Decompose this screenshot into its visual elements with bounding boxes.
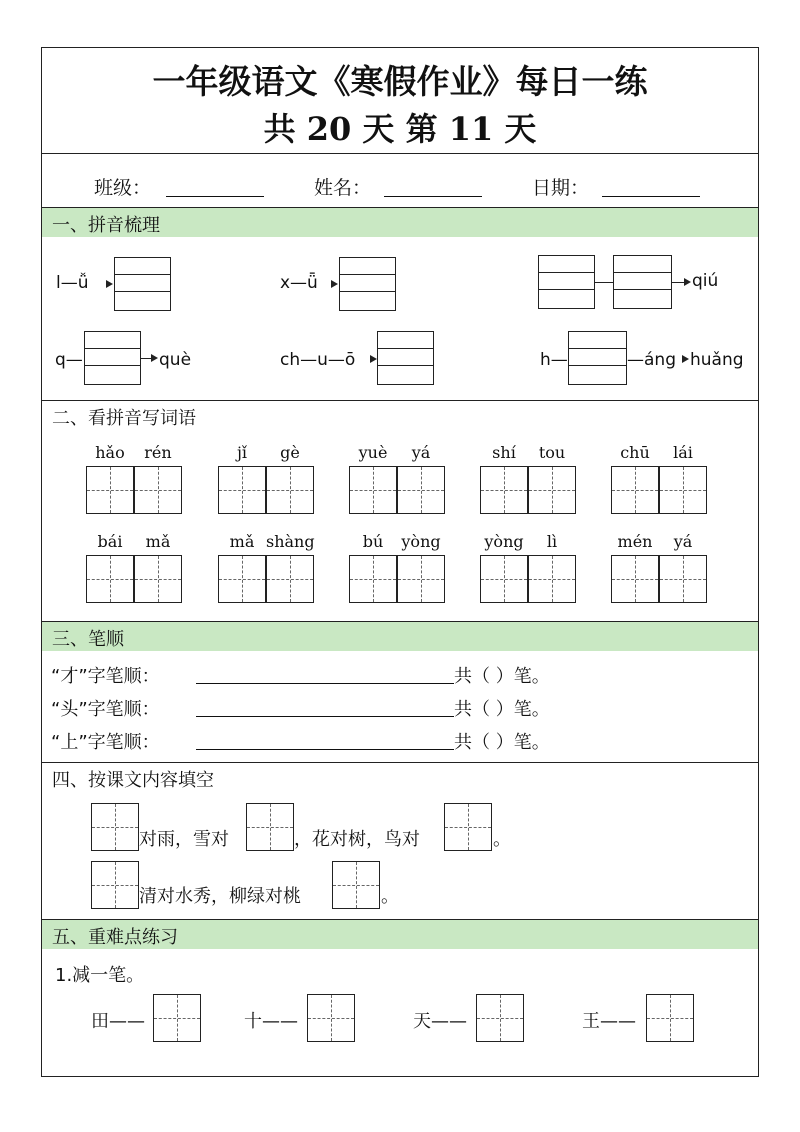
tianzige-box[interactable]: [91, 861, 139, 909]
pinyin-word: [349, 443, 445, 463]
tianzige-box[interactable]: [307, 994, 355, 1042]
section-header-key-points: [42, 920, 758, 949]
stroke-count: 共（ ）笔。: [454, 699, 550, 720]
tianzige-box[interactable]: [397, 555, 445, 603]
tianzige-box[interactable]: [266, 466, 314, 514]
tianzige-box[interactable]: [153, 994, 201, 1042]
section-title: 二、看拼音写词语: [52, 408, 196, 429]
tianzige-box[interactable]: [86, 555, 134, 603]
arrow-icon: [106, 280, 113, 288]
pinyin-syllable: rén: [144, 443, 172, 462]
pinyin-syllable: tou: [538, 443, 566, 462]
worksheet-title: 一年级语文《寒假作业》每日一练: [152, 62, 648, 101]
tianzige-box[interactable]: [480, 555, 528, 603]
stroke-count: 共（ ）笔。: [454, 732, 550, 753]
arrow-icon: [370, 355, 377, 363]
tianzige-box[interactable]: [476, 994, 524, 1042]
section-title: 一、拼音梳理: [52, 215, 160, 236]
section-title: 三、笔顺: [52, 629, 124, 650]
pinyin-word: [86, 532, 182, 552]
pinyin-answer-box[interactable]: [339, 257, 396, 311]
pinyin-syllable: yuè: [358, 443, 388, 462]
tianzige-box[interactable]: [91, 803, 139, 851]
stroke-answer-line[interactable]: [196, 716, 454, 717]
tianzige-box[interactable]: [528, 555, 576, 603]
section-header-write-words: [42, 401, 758, 430]
pinyin-word: [611, 443, 707, 463]
pinyin-answer-box[interactable]: [114, 257, 171, 311]
tianzige-box[interactable]: [659, 555, 707, 603]
pinyin-prompt: x—ǖ: [280, 273, 318, 293]
base-char: 王——: [582, 1011, 636, 1032]
tianzige-box[interactable]: [86, 466, 134, 514]
pinyin-syllable: lái: [673, 443, 693, 462]
tianzige-box[interactable]: [480, 466, 528, 514]
pinyin-answer-box[interactable]: [377, 331, 434, 385]
pinyin-syllable: shí: [492, 443, 516, 462]
section-header-stroke-order: [42, 622, 758, 651]
pinyin-prompt: q—: [55, 350, 83, 370]
pinyin-syllable: gè: [280, 443, 300, 462]
base-char: 十——: [244, 1011, 298, 1032]
tianzige-box[interactable]: [397, 466, 445, 514]
stroke-answer-line[interactable]: [196, 749, 454, 750]
pinyin-syllable: bú: [362, 532, 384, 551]
pinyin-answer-box[interactable]: [538, 255, 595, 309]
worksheet: [41, 47, 759, 1077]
arrow-icon: [151, 354, 158, 362]
pinyin-prompt: què: [159, 350, 192, 370]
fill-text: ，花对树，鸟对: [294, 829, 420, 850]
pinyin-prompt: h—: [540, 350, 568, 370]
pinyin-syllable: chū: [620, 443, 650, 462]
pinyin-word: [480, 532, 576, 552]
pinyin-syllable: mǎ: [229, 532, 255, 551]
pinyin-prompt: huǎng: [690, 350, 744, 370]
connector-line: [595, 282, 613, 283]
class-label: 班级：: [94, 177, 152, 199]
pinyin-word: [349, 532, 445, 552]
divider: [42, 153, 758, 154]
base-char: 田——: [91, 1011, 145, 1032]
pinyin-syllable: lì: [546, 532, 558, 551]
name-label: 姓名：: [314, 177, 372, 199]
fill-text: 。: [381, 886, 399, 907]
pinyin-word: [611, 532, 707, 552]
pinyin-word: [480, 443, 576, 463]
tianzige-box[interactable]: [134, 466, 182, 514]
tianzige-box[interactable]: [659, 466, 707, 514]
arrow-icon: [331, 280, 338, 288]
section-header-pinyin-review: [42, 208, 758, 237]
name-field[interactable]: [384, 196, 482, 197]
stroke-label: “头”字笔顺：: [51, 699, 160, 720]
class-field[interactable]: [166, 196, 264, 197]
tianzige-box[interactable]: [332, 861, 380, 909]
pinyin-word: [218, 443, 314, 463]
tianzige-box[interactable]: [528, 466, 576, 514]
pinyin-prompt: qiú: [692, 271, 719, 291]
pinyin-syllable: bái: [97, 532, 123, 551]
worksheet-subtitle: 共 20 天 第 11 天: [263, 110, 537, 148]
stroke-answer-line[interactable]: [196, 683, 454, 684]
pinyin-answer-box[interactable]: [568, 331, 627, 385]
fill-text: 对雨，雪对: [139, 829, 229, 850]
tianzige-box[interactable]: [134, 555, 182, 603]
pinyin-answer-box[interactable]: [613, 255, 672, 309]
pinyin-word: [218, 532, 314, 552]
section-title: 四、按课文内容填空: [52, 770, 214, 791]
pinyin-syllable: mǎ: [145, 532, 171, 551]
fill-text: 清对水秀，柳绿对桃: [139, 886, 301, 907]
date-field[interactable]: [602, 196, 700, 197]
pinyin-answer-box[interactable]: [84, 331, 141, 385]
pinyin-syllable: yòng: [484, 532, 524, 551]
tianzige-box[interactable]: [611, 466, 659, 514]
tianzige-box[interactable]: [218, 555, 266, 603]
section-title: 五、重难点练习: [52, 927, 178, 948]
arrow-icon: [684, 278, 691, 286]
stroke-count: 共（ ）笔。: [454, 666, 550, 687]
tianzige-box[interactable]: [444, 803, 492, 851]
pinyin-syllable: shàng: [266, 532, 315, 551]
tianzige-box[interactable]: [646, 994, 694, 1042]
pinyin-prompt: ch—u—ō: [280, 350, 356, 370]
stroke-label: “才”字笔顺：: [51, 666, 160, 687]
pinyin-syllable: mén: [617, 532, 653, 551]
pinyin-syllable: hǎo: [95, 443, 125, 462]
fill-text: 。: [493, 829, 511, 850]
connector-line: [672, 282, 684, 283]
tianzige-box[interactable]: [246, 803, 294, 851]
tianzige-box[interactable]: [218, 466, 266, 514]
stroke-label: “上”字笔顺：: [51, 732, 160, 753]
arrow-icon: [682, 355, 689, 363]
pinyin-syllable: jǐ: [236, 443, 248, 462]
question-label: 1.减一笔。: [55, 965, 145, 986]
pinyin-prompt: l—ǚ: [56, 273, 89, 293]
pinyin-word: [86, 443, 182, 463]
base-char: 天——: [413, 1011, 467, 1032]
pinyin-prompt: —áng: [627, 350, 676, 370]
tianzige-box[interactable]: [349, 555, 397, 603]
pinyin-syllable: yá: [411, 443, 431, 462]
tianzige-box[interactable]: [349, 466, 397, 514]
pinyin-syllable: yá: [673, 532, 693, 551]
pinyin-syllable: yòng: [401, 532, 441, 551]
date-label: 日期：: [532, 177, 590, 199]
connector-line: [141, 358, 151, 359]
tianzige-box[interactable]: [266, 555, 314, 603]
tianzige-box[interactable]: [611, 555, 659, 603]
section-header-fill-blanks: [42, 763, 758, 792]
